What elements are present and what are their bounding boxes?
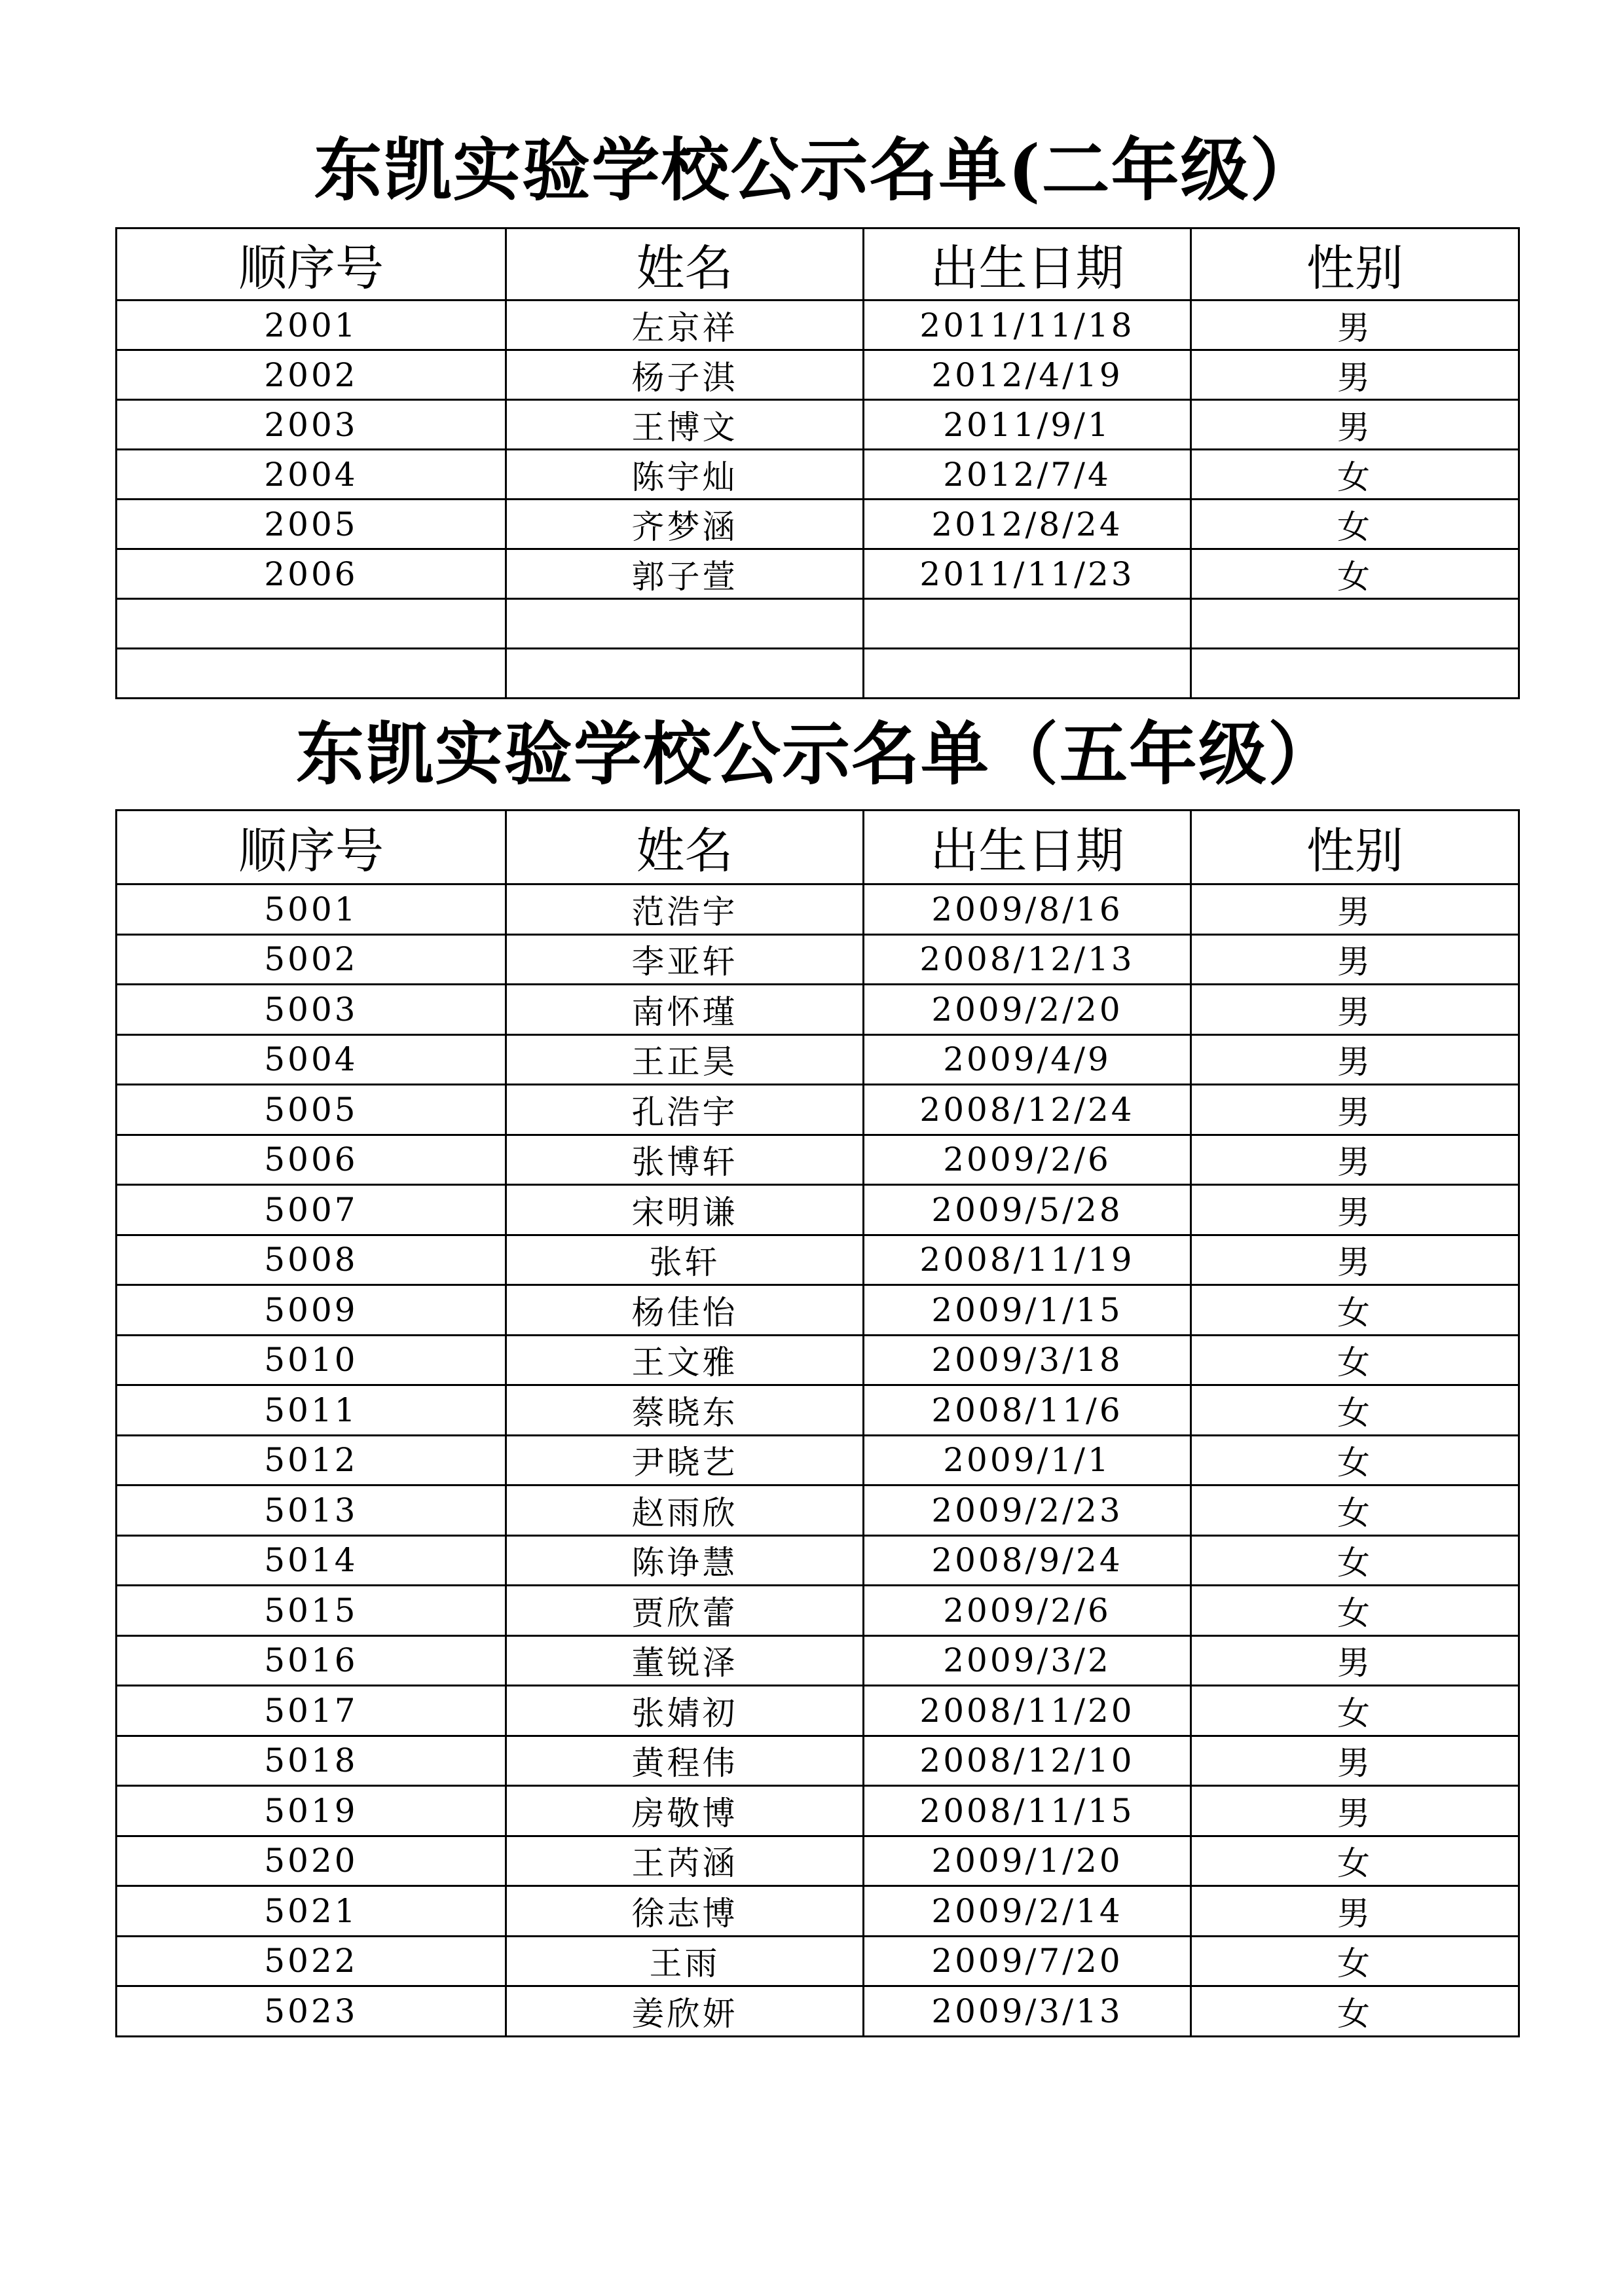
cell-serial-number: 5018 (117, 1736, 506, 1786)
table-row (117, 649, 1519, 699)
cell-serial-number: 5013 (117, 1485, 506, 1536)
cell-gender: 男 (1191, 1235, 1519, 1285)
cell-serial-number: 5014 (117, 1535, 506, 1586)
table-row (117, 1736, 1519, 1786)
cell-student-name: 张博轩 (506, 1135, 864, 1185)
table-row (117, 1635, 1519, 1686)
cell-serial-number: 5004 (117, 1034, 506, 1085)
cell-gender: 女 (1191, 1285, 1519, 1336)
table-row (117, 1886, 1519, 1937)
cell-gender: 男 (1191, 985, 1519, 1035)
cell-student-name: 宋明谦 (506, 1185, 864, 1235)
cell-gender: 男 (1191, 934, 1519, 985)
cell-birth-date: 2009/3/18 (864, 1335, 1191, 1385)
cell-gender: 男 (1191, 1135, 1519, 1185)
cell-student-name (506, 649, 864, 699)
header-gender: 性别 (1191, 811, 1519, 884)
table-header-row (117, 811, 1519, 884)
cell-student-name: 徐志博 (506, 1886, 864, 1937)
cell-student-name: 郭子萱 (506, 549, 864, 599)
cell-serial-number: 5006 (117, 1135, 506, 1185)
cell-serial-number: 5007 (117, 1185, 506, 1235)
cell-birth-date: 2012/8/24 (864, 500, 1191, 549)
cell-student-name: 王博文 (506, 400, 864, 450)
table-row (117, 1235, 1519, 1285)
cell-birth-date: 2009/2/6 (864, 1586, 1191, 1636)
table-row (117, 1986, 1519, 2037)
cell-gender: 女 (1191, 450, 1519, 500)
cell-serial-number: 2002 (117, 350, 506, 400)
cell-student-name: 房敬博 (506, 1786, 864, 1836)
header-serial-number: 顺序号 (117, 811, 506, 884)
header-name: 姓名 (506, 228, 864, 301)
cell-birth-date: 2012/4/19 (864, 350, 1191, 400)
cell-gender: 女 (1191, 1385, 1519, 1436)
table-row (117, 1435, 1519, 1485)
header-serial-number: 顺序号 (117, 228, 506, 301)
cell-gender: 男 (1191, 1635, 1519, 1686)
cell-student-name: 杨佳怡 (506, 1285, 864, 1336)
cell-gender (1191, 599, 1519, 649)
cell-student-name: 陈诤慧 (506, 1535, 864, 1586)
cell-birth-date: 2009/4/9 (864, 1034, 1191, 1085)
cell-gender: 女 (1191, 1435, 1519, 1485)
table-row (117, 1535, 1519, 1586)
cell-student-name: 张婧初 (506, 1686, 864, 1736)
cell-student-name: 孔浩宇 (506, 1085, 864, 1135)
cell-birth-date: 2012/7/4 (864, 450, 1191, 500)
cell-serial-number: 5002 (117, 934, 506, 985)
grade2-title: 东凯实验学校公示名单(二年级） (314, 130, 1320, 210)
cell-serial-number: 5012 (117, 1435, 506, 1485)
cell-serial-number: 2001 (117, 301, 506, 350)
table-row (117, 1836, 1519, 1886)
cell-birth-date: 2008/11/15 (864, 1786, 1191, 1836)
cell-student-name: 陈宇灿 (506, 450, 864, 500)
cell-birth-date (864, 599, 1191, 649)
header-gender: 性别 (1191, 228, 1519, 301)
cell-serial-number (117, 649, 506, 699)
cell-serial-number: 5003 (117, 985, 506, 1035)
cell-student-name: 蔡晓东 (506, 1385, 864, 1436)
grade5-table (115, 809, 1520, 2037)
cell-student-name: 黄程伟 (506, 1736, 864, 1786)
table-row (117, 1085, 1519, 1135)
cell-birth-date: 2009/1/1 (864, 1435, 1191, 1485)
grade5-title: 东凯实验学校公示名单（五年级） (295, 714, 1337, 794)
cell-serial-number: 5022 (117, 1936, 506, 1986)
cell-gender: 男 (1191, 1786, 1519, 1836)
table-row (117, 549, 1519, 599)
cell-student-name: 董锐泽 (506, 1635, 864, 1686)
cell-birth-date (864, 649, 1191, 699)
cell-birth-date: 2009/3/13 (864, 1986, 1191, 2037)
cell-student-name: 王雨 (506, 1936, 864, 1986)
cell-serial-number: 2004 (117, 450, 506, 500)
table-row (117, 350, 1519, 400)
table-row (117, 934, 1519, 985)
cell-student-name: 张轩 (506, 1235, 864, 1285)
cell-birth-date: 2009/2/6 (864, 1135, 1191, 1185)
cell-serial-number: 5001 (117, 884, 506, 935)
cell-birth-date: 2009/5/28 (864, 1185, 1191, 1235)
cell-gender: 女 (1191, 1936, 1519, 1986)
cell-birth-date: 2011/11/18 (864, 301, 1191, 350)
table-row (117, 450, 1519, 500)
cell-student-name: 尹晓艺 (506, 1435, 864, 1485)
cell-serial-number: 5015 (117, 1586, 506, 1636)
table-row (117, 1485, 1519, 1536)
cell-student-name: 范浩宇 (506, 884, 864, 935)
cell-student-name: 王文雅 (506, 1335, 864, 1385)
cell-gender: 男 (1191, 1185, 1519, 1235)
cell-birth-date: 2009/1/20 (864, 1836, 1191, 1886)
table-row (117, 1135, 1519, 1185)
cell-birth-date: 2008/12/24 (864, 1085, 1191, 1135)
header-birth-date: 出生日期 (864, 811, 1191, 884)
cell-gender: 女 (1191, 1535, 1519, 1586)
cell-student-name: 南怀瑾 (506, 985, 864, 1035)
cell-student-name: 李亚轩 (506, 934, 864, 985)
cell-serial-number: 5008 (117, 1235, 506, 1285)
table-row (117, 1034, 1519, 1085)
grade2-table (115, 227, 1520, 699)
cell-birth-date: 2009/1/15 (864, 1285, 1191, 1336)
cell-birth-date: 2009/3/2 (864, 1635, 1191, 1686)
cell-birth-date: 2008/9/24 (864, 1535, 1191, 1586)
cell-gender: 女 (1191, 1485, 1519, 1536)
cell-serial-number: 5011 (117, 1385, 506, 1436)
table-row (117, 301, 1519, 350)
table-row (117, 1586, 1519, 1636)
table-row (117, 1385, 1519, 1436)
cell-birth-date: 2008/11/19 (864, 1235, 1191, 1285)
cell-gender: 男 (1191, 1886, 1519, 1937)
cell-birth-date: 2009/8/16 (864, 884, 1191, 935)
cell-gender: 男 (1191, 350, 1519, 400)
cell-birth-date: 2009/2/14 (864, 1886, 1191, 1937)
cell-birth-date: 2008/11/20 (864, 1686, 1191, 1736)
cell-gender: 男 (1191, 400, 1519, 450)
cell-gender: 男 (1191, 884, 1519, 935)
cell-gender: 男 (1191, 301, 1519, 350)
cell-student-name (506, 599, 864, 649)
table-row (117, 1686, 1519, 1736)
cell-birth-date: 2009/7/20 (864, 1936, 1191, 1986)
cell-birth-date: 2008/11/6 (864, 1385, 1191, 1436)
cell-gender (1191, 649, 1519, 699)
cell-birth-date: 2008/12/10 (864, 1736, 1191, 1786)
cell-gender: 女 (1191, 1836, 1519, 1886)
cell-birth-date: 2009/2/23 (864, 1485, 1191, 1536)
table-row (117, 884, 1519, 935)
table-row (117, 1185, 1519, 1235)
cell-serial-number: 5021 (117, 1886, 506, 1937)
cell-gender: 女 (1191, 500, 1519, 549)
cell-serial-number: 5017 (117, 1686, 506, 1736)
cell-birth-date: 2011/9/1 (864, 400, 1191, 450)
cell-serial-number: 5009 (117, 1285, 506, 1336)
cell-serial-number: 5020 (117, 1836, 506, 1886)
cell-gender: 女 (1191, 1686, 1519, 1736)
cell-serial-number: 5005 (117, 1085, 506, 1135)
cell-gender: 男 (1191, 1034, 1519, 1085)
table-row (117, 1936, 1519, 1986)
cell-serial-number: 5016 (117, 1635, 506, 1686)
cell-gender: 女 (1191, 1335, 1519, 1385)
cell-gender: 男 (1191, 1736, 1519, 1786)
table-row (117, 985, 1519, 1035)
cell-gender: 女 (1191, 1986, 1519, 2037)
cell-student-name: 王芮涵 (506, 1836, 864, 1886)
cell-gender: 男 (1191, 1085, 1519, 1135)
table-row (117, 1786, 1519, 1836)
cell-student-name: 赵雨欣 (506, 1485, 864, 1536)
header-birth-date: 出生日期 (864, 228, 1191, 301)
cell-serial-number (117, 599, 506, 649)
cell-student-name: 杨子淇 (506, 350, 864, 400)
cell-student-name: 齐梦涵 (506, 500, 864, 549)
cell-serial-number: 5010 (117, 1335, 506, 1385)
table-row (117, 599, 1519, 649)
header-name: 姓名 (506, 811, 864, 884)
cell-student-name: 姜欣妍 (506, 1986, 864, 2037)
cell-serial-number: 5023 (117, 1986, 506, 2037)
cell-serial-number: 2005 (117, 500, 506, 549)
cell-serial-number: 2003 (117, 400, 506, 450)
table-row (117, 1335, 1519, 1385)
table-row (117, 400, 1519, 450)
cell-serial-number: 5019 (117, 1786, 506, 1836)
cell-gender: 女 (1191, 549, 1519, 599)
table-header-row (117, 228, 1519, 301)
table-row (117, 500, 1519, 549)
cell-birth-date: 2009/2/20 (864, 985, 1191, 1035)
cell-student-name: 左京祥 (506, 301, 864, 350)
cell-birth-date: 2008/12/13 (864, 934, 1191, 985)
cell-gender: 女 (1191, 1586, 1519, 1636)
cell-serial-number: 2006 (117, 549, 506, 599)
table-row (117, 1285, 1519, 1336)
cell-student-name: 贾欣蕾 (506, 1586, 864, 1636)
cell-student-name: 王正昊 (506, 1034, 864, 1085)
cell-birth-date: 2011/11/23 (864, 549, 1191, 599)
